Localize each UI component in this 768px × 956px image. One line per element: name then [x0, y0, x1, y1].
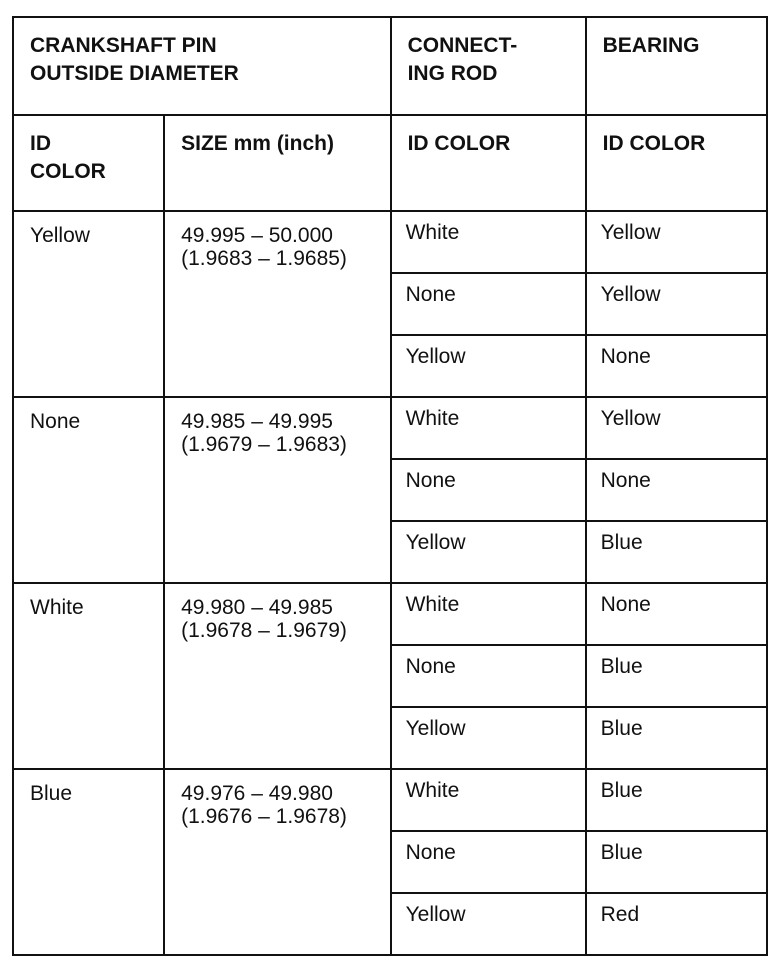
bearing-color-cell: None: [586, 459, 767, 521]
table-row: [13, 397, 767, 459]
pin-size-cell: [164, 583, 390, 769]
rod-header-line2: ING ROD: [407, 62, 498, 85]
size-mm: 49.995 – 50.000: [181, 224, 333, 247]
bearing-color-cell: Blue: [586, 645, 767, 707]
pin-size-cell: [164, 211, 390, 397]
header-row-1: [13, 17, 767, 115]
rod-color-cell: White: [391, 211, 586, 273]
rod-color-cell: Yellow: [391, 707, 586, 769]
bearing-id-color-label: ID COLOR: [602, 132, 706, 155]
bearing-color-cell: Blue: [586, 769, 767, 831]
rod-color-cell: None: [391, 831, 586, 893]
pin-id-color-header: [13, 115, 164, 211]
rod-color-cell: None: [391, 645, 586, 707]
bearing-color-cell: Blue: [586, 707, 767, 769]
crankshaft-header-line1: CRANKSHAFT PIN: [30, 34, 217, 57]
pin-color-cell: White: [13, 583, 164, 769]
table-row: [13, 769, 767, 831]
pin-color-cell: None: [13, 397, 164, 583]
table-row: [13, 583, 767, 645]
bearing-color-cell: Blue: [586, 831, 767, 893]
rod-color-cell: Yellow: [391, 893, 586, 955]
bearing-color-cell: Yellow: [586, 273, 767, 335]
connecting-rod-header: [391, 17, 586, 115]
size-mm: 49.985 – 49.995: [181, 410, 333, 433]
pin-color-cell: Yellow: [13, 211, 164, 397]
bearing-color-cell: Blue: [586, 521, 767, 583]
bearing-color-cell: None: [586, 335, 767, 397]
rod-color-cell: Yellow: [391, 521, 586, 583]
pin-id-line1: ID: [30, 132, 51, 155]
rod-color-cell: White: [391, 583, 586, 645]
size-inch: (1.9679 – 1.9683): [181, 433, 347, 456]
crankshaft-header-line2: OUTSIDE DIAMETER: [30, 62, 239, 85]
rod-color-cell: White: [391, 769, 586, 831]
size-inch: (1.9676 – 1.9678): [181, 805, 347, 828]
pin-size-cell: [164, 769, 390, 955]
rod-header-line1: CONNECT-: [407, 34, 518, 57]
table-row: [13, 211, 767, 273]
rod-id-color-label: ID COLOR: [407, 132, 511, 155]
rod-color-cell: None: [391, 459, 586, 521]
bearing-color-cell: Red: [586, 893, 767, 955]
bearing-color-cell: Yellow: [586, 211, 767, 273]
bearing-header: [586, 17, 767, 115]
size-header-label: SIZE mm (inch): [181, 132, 334, 155]
rod-color-cell: Yellow: [391, 335, 586, 397]
size-mm: 49.980 – 49.985: [181, 596, 333, 619]
pin-color-cell: Blue: [13, 769, 164, 955]
bearing-color-cell: Yellow: [586, 397, 767, 459]
header-row-2: [13, 115, 767, 211]
size-mm: 49.976 – 49.980: [181, 782, 333, 805]
size-inch: (1.9678 – 1.9679): [181, 619, 347, 642]
bearing-header-label: BEARING: [602, 34, 700, 57]
rod-color-cell: White: [391, 397, 586, 459]
bearing-id-color-header: [586, 115, 767, 211]
rod-color-cell: None: [391, 273, 586, 335]
pin-size-cell: [164, 397, 390, 583]
crankshaft-pin-header: [13, 17, 391, 115]
size-inch: (1.9683 – 1.9685): [181, 247, 347, 270]
bearing-selection-table: [12, 16, 768, 956]
bearing-color-cell: None: [586, 583, 767, 645]
size-header: [164, 115, 390, 211]
pin-id-line2: COLOR: [30, 160, 106, 183]
rod-id-color-header: [391, 115, 586, 211]
